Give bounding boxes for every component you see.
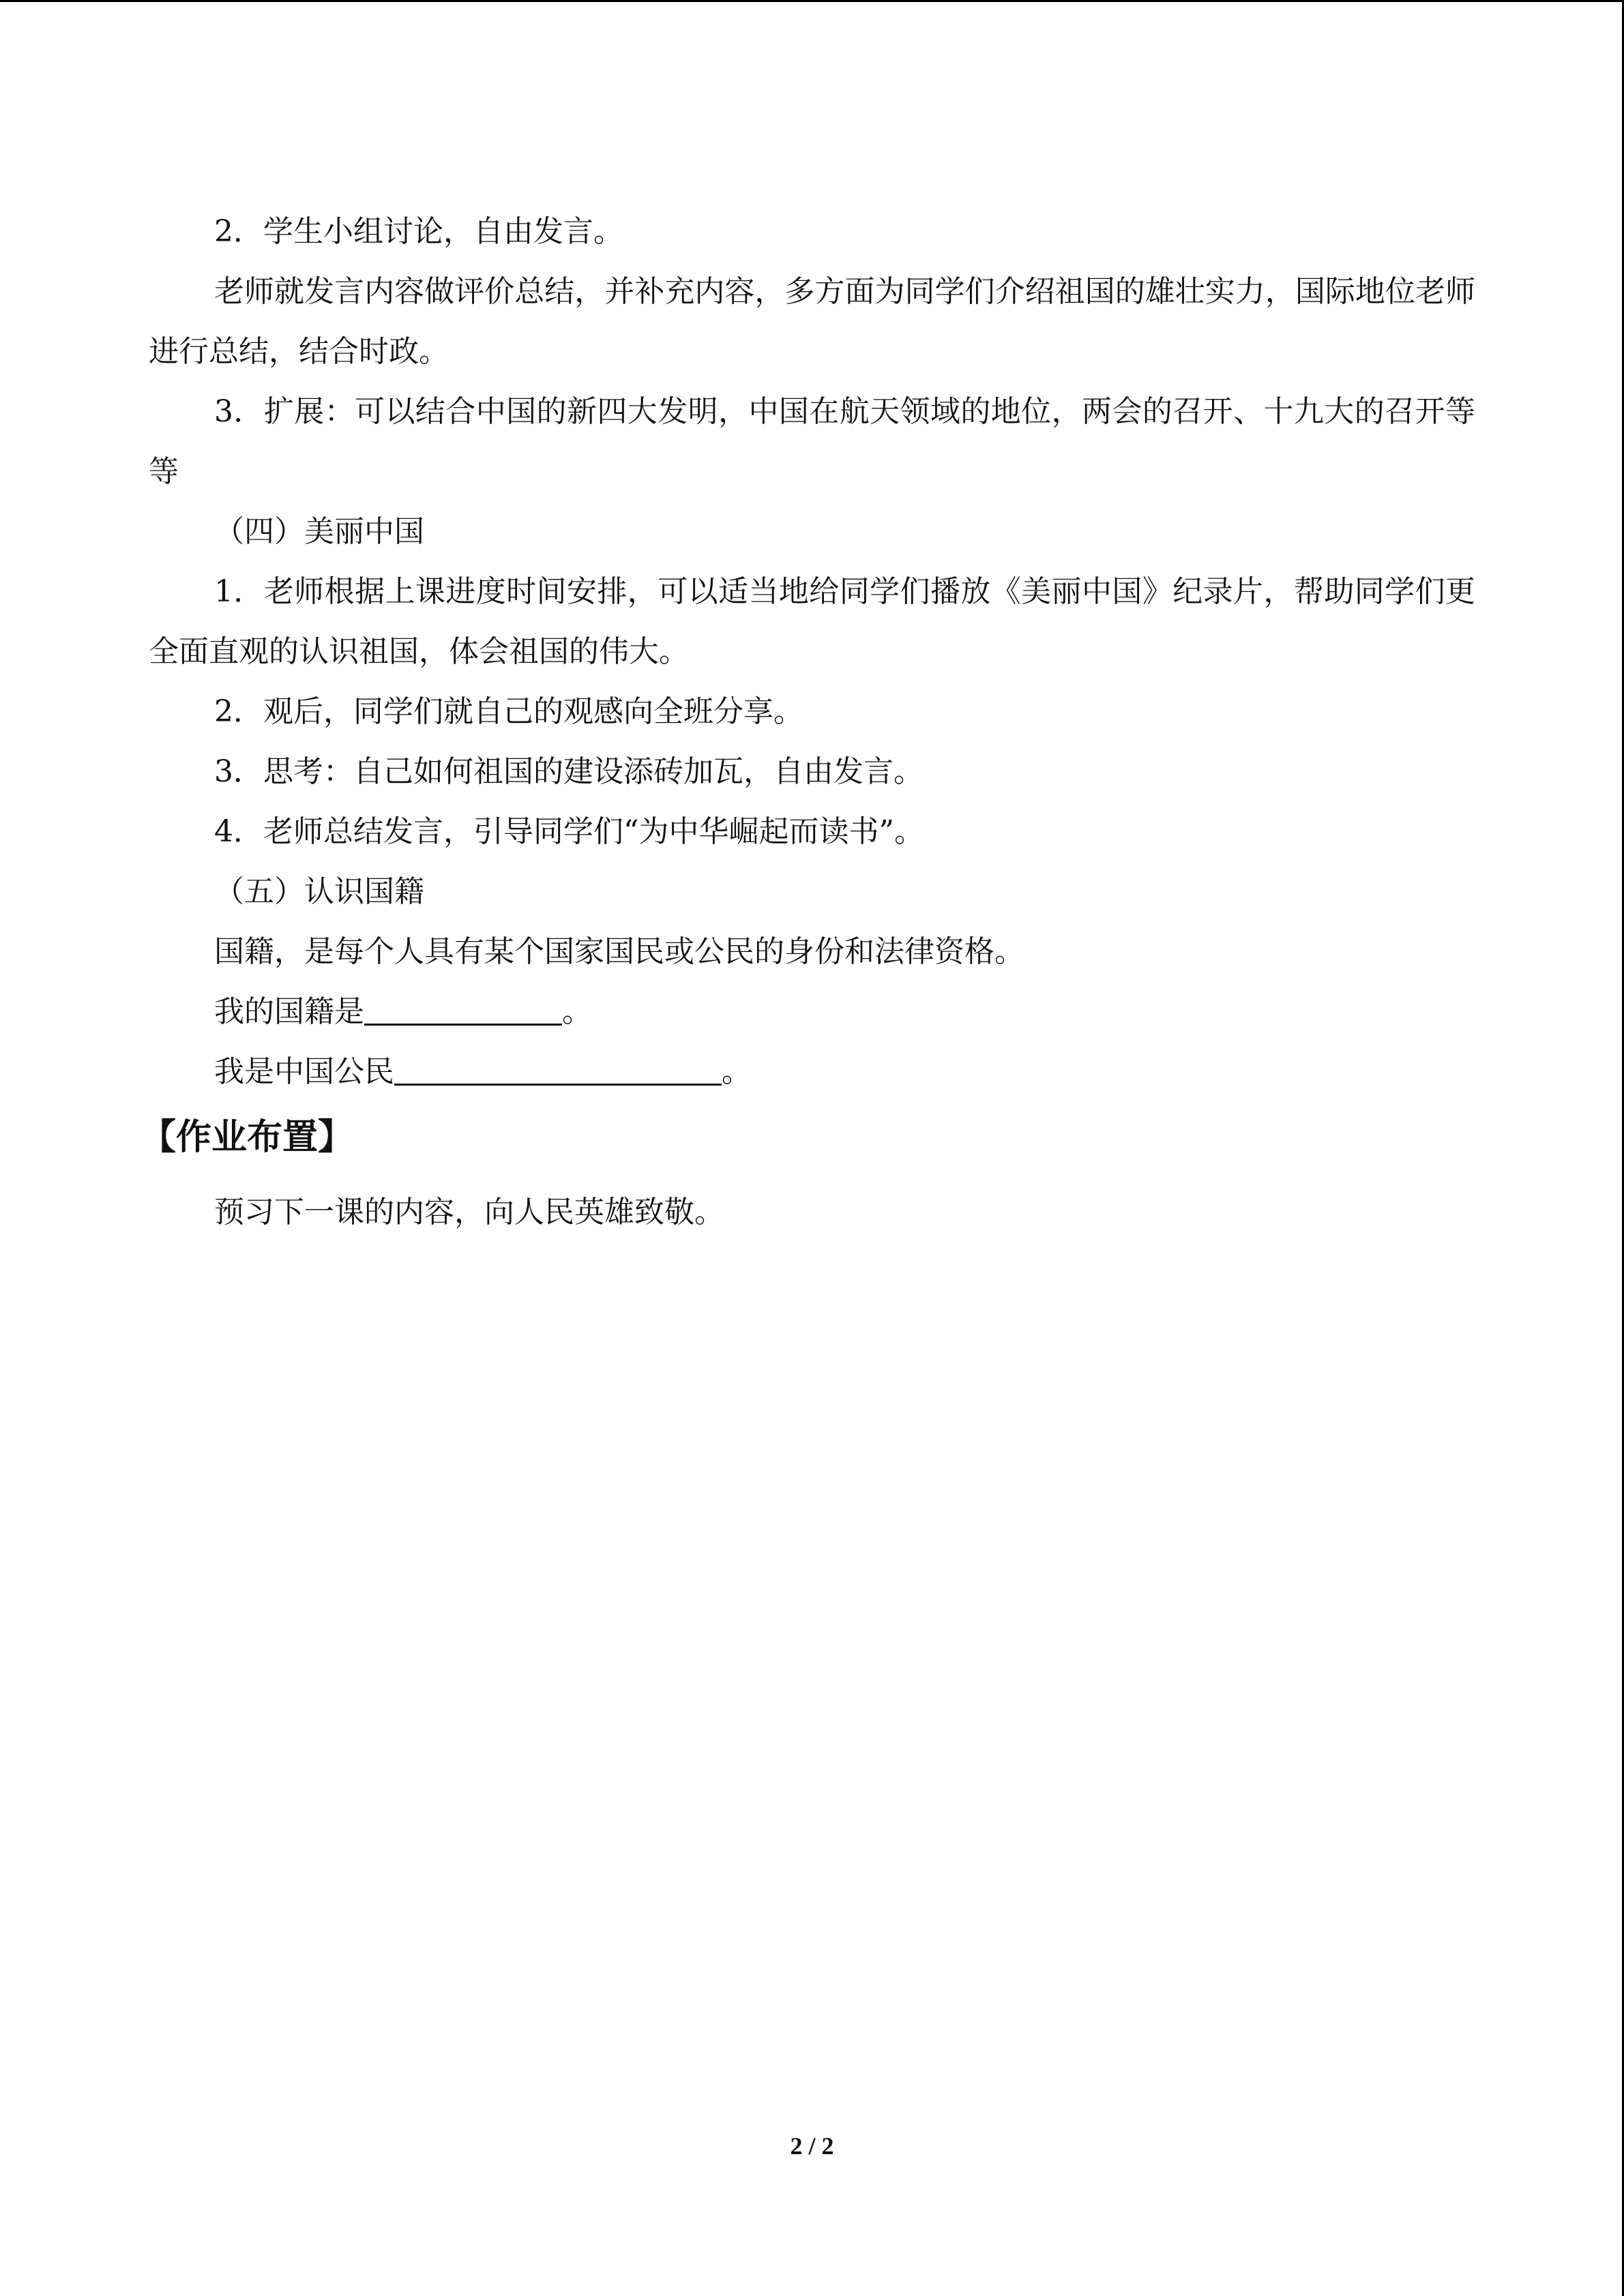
fill-in-citizen-prefix: 我是中国公民 [214,1054,394,1089]
paragraph-extension: 3．扩展：可以结合中国的新四大发明，中国在航天领域的地位，两会的召开、十九大的召开等等 [149,394,1475,489]
fill-in-nationality-prefix: 我的国籍是 [214,994,364,1029]
paragraph-share: 2．观后，同学们就自己的观感向全班分享。 [214,694,803,729]
nationality-blank[interactable] [364,988,562,1026]
citizen-blank[interactable] [394,1048,722,1086]
paragraph-discussion: 2．学生小组讨论，自由发言。 [214,214,623,249]
page-number: 2 / 2 [790,2132,834,2160]
fill-in-citizen [149,1042,1475,1102]
homework-text: 预习下一课的内容，向人民英雄致敬。 [214,1195,724,1229]
fill-in-nationality [149,982,1475,1042]
paragraph-teacher-conclusion: 4．老师总结发言，引导同学们“为中华崛起而读书”。 [214,814,924,849]
document-body [141,202,1475,1242]
paragraph-think: 3．思考：自己如何祖国的建设添砖加瓦，自由发言。 [214,754,924,789]
section-heading-nationality: （五）认识国籍 [214,874,424,909]
section-heading-beautiful-china: （四）美丽中国 [214,514,424,549]
fill-in-citizen-suffix: 。 [722,1054,752,1089]
paragraph-documentary: 1．老师根据上课进度时间安排，可以适当地给同学们播放《美丽中国》纪录片，帮助同学们更全面直观的认识祖国，体会祖国的伟大。 [149,574,1475,669]
paragraph-nationality-definition: 国籍，是每个人具有某个国家国民或公民的身份和法律资格。 [214,934,1024,969]
fill-in-nationality-suffix: 。 [562,994,592,1029]
homework-heading: 【作业布置】 [141,1117,354,1158]
paragraph-teacher-summary: 老师就发言内容做评价总结，并补充内容，多方面为同学们介绍祖国的雄壮实力，国际地位老师进行总结，结合时政。 [149,274,1475,369]
